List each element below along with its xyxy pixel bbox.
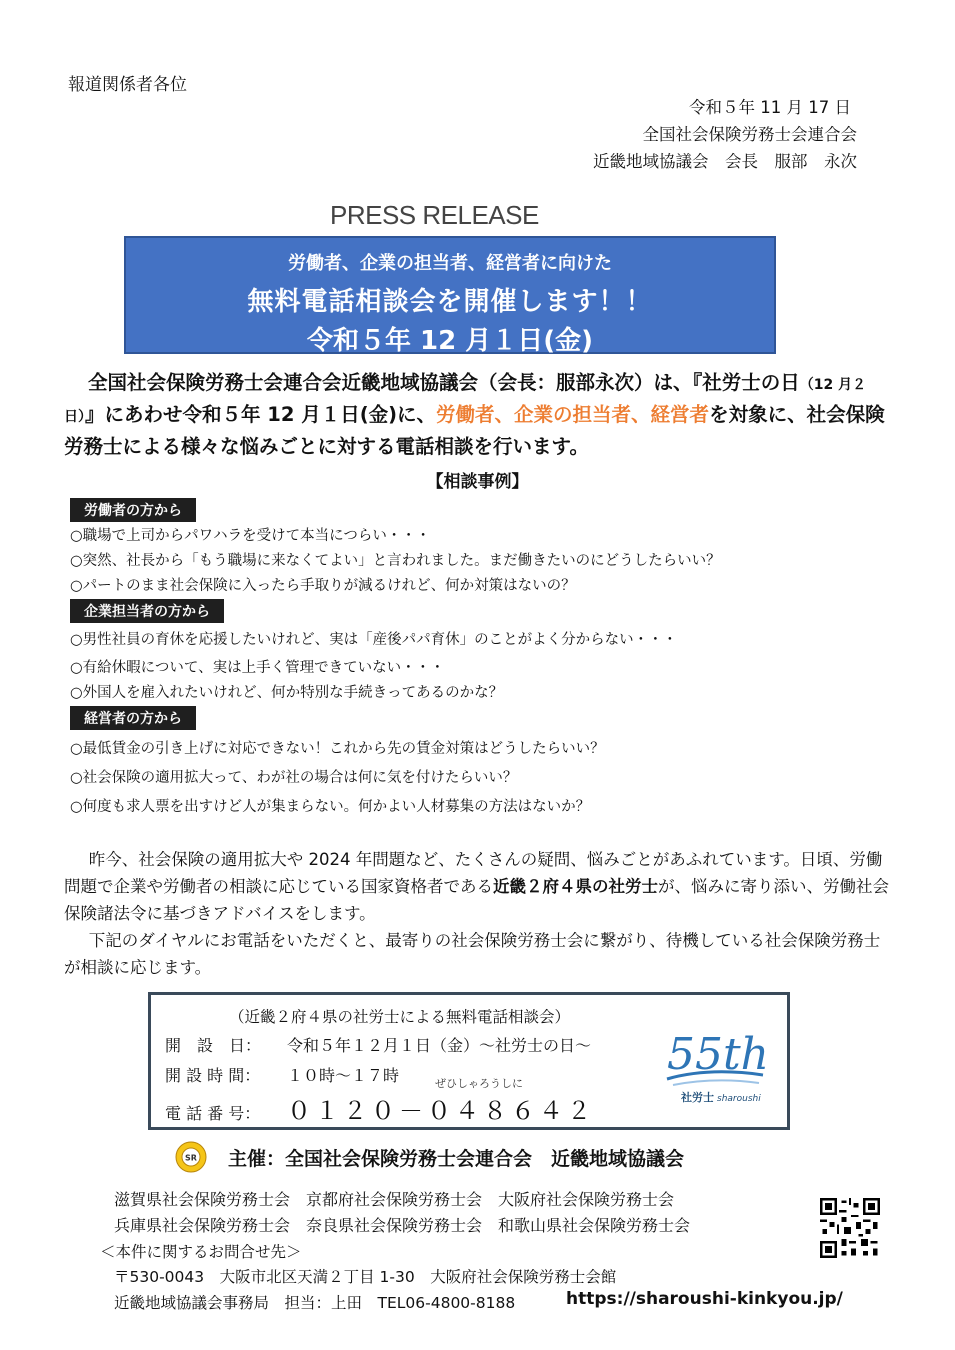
body-text [64,846,896,981]
banner-subtitle: 労働者、企業の担当者、経営者に向けた [288,253,612,274]
member-line-2: 兵庫県社会保険労務士会 奈良県社会保険労務士会 和歌山県社会保険労務士会 [114,1216,691,1235]
logo-main-text: 55th [667,1029,770,1080]
list-item: ○社会保険の適用拡大って、わが社の場合は何に気を付けたらいい？ [70,770,518,786]
qr-code-icon[interactable] [820,1198,880,1258]
body-p1-emphasis: 近畿２府４県の社労士 [493,877,658,896]
body-paragraph-2: 下記のダイヤルにお電話をいただくと、最寄りの社会保険労務士会に繋がり、待機している社会保険労務士が相談に応じます。 [64,931,881,977]
date-value: 令和５年１２月１日（金）～社労士の日～ [287,1036,592,1055]
info-row-time [165,1063,399,1086]
contact-heading: ＜本件に関するお問合せ先＞ [100,1243,302,1261]
consultation-info-box [148,992,790,1130]
release-date: 令和５年 11 月 17 日 [689,98,851,117]
intro-part3: 』にあわせ令和５年 12 月１日(金)に、 [85,403,437,426]
body-p1c: が、悩みに寄り添い、労働社会保険諸法令に基づきアドバイスをします。 [64,877,889,923]
category-label-managers: 経営者の方から [70,706,196,730]
sender-block [593,94,857,175]
date-label: 開 設 日： [165,1036,262,1055]
list-item: ○有給休暇について、実は上手く管理できていない・・・ [70,660,445,676]
category-label-companies: 企業担当者の方から [70,599,224,623]
logo-sub-text: 社労士 [681,1091,714,1104]
intro-paragraph [64,368,890,461]
list-item: ○突然、社長から「もう職場に来なくてよい」と言われました。まだ働きたいのにどうしたらいい？ [70,553,721,569]
intro-highlight: 労働者、企業の担当者、経営者 [436,403,710,426]
body-paragraph-1 [64,846,896,927]
seal-text: SR [185,1153,197,1163]
cases-title: 【相談事例】 [426,472,529,492]
list-item: ○男性社員の育休を応援したいけれど、実は「産後パパ育休」のことがよく分からない・・・ [70,632,678,648]
sharoushi-badge-icon [175,1141,207,1173]
sender-council: 近畿地域協議会 会長 服部 永次 [593,152,857,171]
intro-part4: を対象に、社会保険労務士による様々な悩みごとに対する電話相談を行います。 [64,403,885,458]
intro-part2: （12 月２日） [64,377,867,425]
time-label: 開 設 時 間： [165,1066,261,1085]
website-link[interactable]: https://sharoushi-kinkyou.jp/ [566,1289,843,1309]
phone-ruby: ぜひしゃろうしに [435,1077,523,1090]
banner-date: 令和５年 12 月１日(金) [306,326,594,356]
addressee: 報道関係者各位 [68,75,187,95]
phone-label: 電 話 番 号： [165,1104,261,1123]
banner-title: 無料電話相談会を開催します！！ [247,287,653,317]
55th-anniversary-logo [659,1017,771,1107]
category-label-workers: 労働者の方から [70,498,196,522]
contact-office: 近畿地域協議会事務局 担当：上田 TEL06-4800-8188 [114,1294,516,1312]
list-item: ○職場で上司からパワハラを受けて本当につらい・・・ [70,528,431,544]
body-p1a: 昨今、社会保険の適用拡大や 2024 年問題など、たくさんの疑問、悩みごとがあふれています。日頃、労働問題で企業や労働者の相談に応じている国家資格者である [64,850,883,896]
intro-part1: 全国社会保険労務士会連合会近畿地域協議会（会長：服部永次）は、『社労士の日 [88,371,800,394]
list-item: ○最低賃金の引き上げに対応できない！これから先の賃金対策はどうしたらいい？ [70,741,605,757]
info-row-date [165,1033,591,1056]
list-item: ○何度も求人票を出すけど人が集まらない。何かよい人材募集の方法はないか？ [70,799,591,815]
phone-number[interactable]: ０１２０－０４８６４２ [287,1097,595,1125]
member-line-1: 滋賀県社会保険労務士会 京都府社会保険労務士会 大阪府社会保険労務士会 [114,1190,675,1209]
headline-banner [124,236,776,354]
contact-address: 〒530-0043 大阪市北区天満２丁目 1-30 大阪府社会保険労務士会館 [114,1268,617,1286]
info-row-phone [165,1091,595,1126]
time-value: １０時～１７時 [287,1066,400,1085]
logo-sub-en-text: sharoushi [717,1094,761,1104]
info-box-title: （近畿２府４県の社労士による無料電話相談会） [229,1008,571,1026]
press-release-heading: PRESS RELEASE [330,200,539,230]
host-organizer: 主催：全国社会保険労務士会連合会 近畿地域協議会 [228,1148,685,1170]
list-item: ○外国人を雇入れたいけれど、何か特別な手続きってあるのかな？ [70,685,504,701]
list-item: ○パートのまま社会保険に入ったら手取りが減るけれど、何か対策はないの？ [70,578,576,594]
sender-organization: 全国社会保険労務士会連合会 [642,125,857,144]
